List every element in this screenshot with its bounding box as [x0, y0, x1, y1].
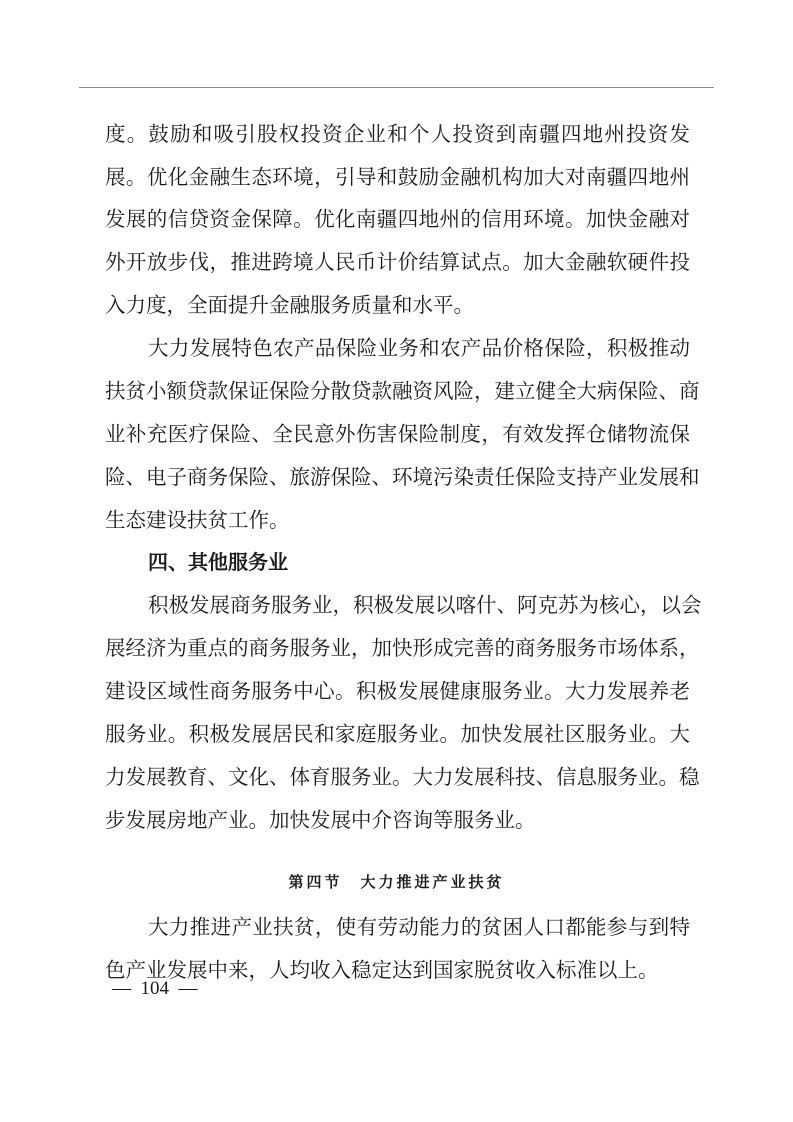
section-title: 第四节 大力推进产业扶贫	[288, 873, 505, 891]
paragraph-line: 色产业发展中来，人均收入稳定达到国家脱贫收入标准以上。	[105, 958, 659, 982]
paragraph-line: 步发展房地产业。加快发展中介咨询等服务业。	[105, 808, 536, 832]
paragraph-line: 扶贫小额贷款保证保险分散贷款融资风险，建立健全大病保险、商	[105, 379, 700, 403]
section-heading: 四、其他服务业	[148, 550, 288, 574]
paragraph-line: 力发展教育、文化、体育服务业。大力发展科技、信息服务业。稳	[105, 765, 700, 789]
paragraph-line: 生态建设扶贫工作。	[105, 508, 290, 532]
paragraph-line: 展经济为重点的商务服务业，加快形成完善的商务服务市场体系，	[105, 636, 700, 660]
paragraph-line: 发展的信贷资金保障。优化南疆四地州的信用环境。加快金融对	[105, 207, 690, 231]
paragraph-line: 大力推进产业扶贫，使有劳动能力的贫困人口都能参与到特	[148, 915, 690, 939]
header-rule	[79, 87, 714, 88]
paragraph-line: 展。优化金融生态环境，引导和鼓励金融机构加大对南疆四地州	[105, 165, 690, 189]
paragraph-line: 入力度，全面提升金融服务质量和水平。	[105, 293, 474, 317]
paragraph-line: 外开放步伐，推进跨境人民币计价结算试点。加大金融软硬件投	[105, 250, 690, 274]
paragraph-line: 大力发展特色农产品保险业务和农产品价格保险，积极推动	[148, 336, 690, 360]
paragraph-line: 度。鼓励和吸引股权投资企业和个人投资到南疆四地州投资发	[105, 122, 690, 146]
paragraph-line: 业补充医疗保险、全民意外伤害保险制度，有效发挥仓储物流保	[105, 422, 690, 446]
paragraph-line: 建设区域性商务服务中心。积极发展健康服务业。大力发展养老	[105, 679, 690, 703]
page-number: — 104 —	[112, 978, 198, 999]
paragraph-line: 险、电子商务保险、旅游保险、环境污染责任保险支持产业发展和	[105, 465, 700, 489]
paragraph-line: 服务业。积极发展居民和家庭服务业。加快发展社区服务业。大	[105, 722, 690, 746]
paragraph-line: 积极发展商务服务业，积极发展以喀什、阿克苏为核心，以会	[148, 593, 702, 617]
